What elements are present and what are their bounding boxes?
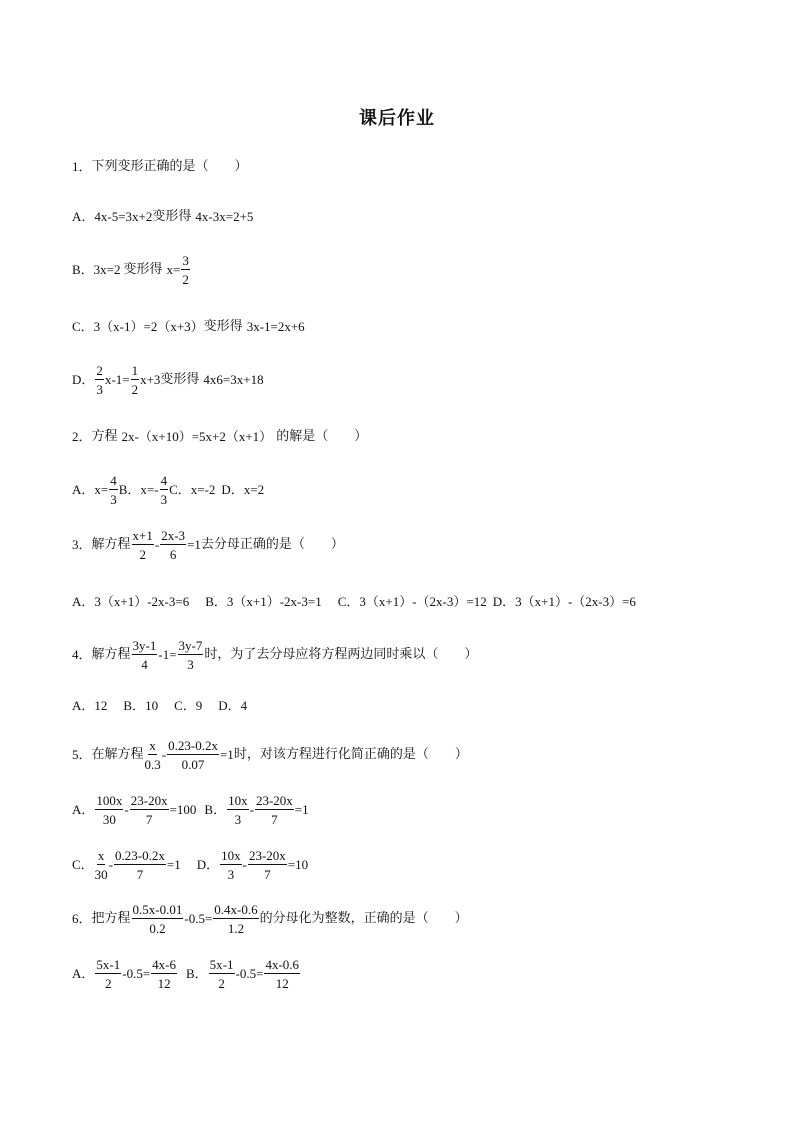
option-expr: 3（x+1）-2x-3=6 [94, 594, 190, 609]
question-text: 的解是（ ） [276, 429, 368, 444]
option-expr: 3（x+1）-2x-3=1 [226, 594, 322, 609]
option-expr: 4x-3x=2+5 [195, 209, 254, 224]
question-4-stem [72, 638, 477, 672]
question-5-options-cd [72, 848, 308, 882]
fraction: $\frac{x+1}{2}$ [132, 528, 153, 562]
option-expr: 9 [195, 698, 203, 713]
fraction: $\frac{4}{3}$ [160, 473, 168, 507]
fraction: $\frac{4x-0.6}{12}$ [265, 957, 300, 991]
fraction: $\frac{4}{3}$ [110, 473, 117, 507]
question-text: 时，对该方程进行化简正确的是（ ） [233, 747, 468, 762]
question-1-option-d [72, 363, 264, 397]
question-expr: - [161, 747, 167, 762]
question-6-stem [72, 902, 468, 936]
option-expr: x=-2 [190, 482, 216, 497]
option-label: A． [72, 966, 95, 981]
option-expr: x= [94, 482, 109, 497]
question-number: 2． [72, 429, 92, 444]
question-1-option-c [72, 318, 305, 336]
question-number: 4． [72, 647, 92, 662]
question-1-stem [72, 158, 248, 176]
option-expr: 3（x+1）-（2x-3）=12 [359, 594, 487, 609]
option-expr: =1 [294, 802, 309, 817]
option-expr: 3x=2 [93, 262, 121, 277]
option-text: 变形得 [152, 209, 192, 224]
fraction: $\frac{10x}{3}$ [221, 848, 241, 882]
question-text: 去分母正确的是（ ） [200, 537, 344, 552]
question-text: 解方程 [91, 647, 131, 662]
option-expr: 4x6=3x+18 [203, 372, 264, 387]
fraction: $\frac{0.23-0.2x}{0.07}$ [168, 738, 218, 772]
fraction: $\frac{2x-3}{6}$ [161, 528, 186, 562]
option-label: C． [169, 482, 191, 497]
fraction: $\frac{0.23-0.2x}{7}$ [115, 848, 165, 882]
option-expr: x+3 [140, 372, 161, 387]
option-expr: 12 [94, 698, 108, 713]
page-title: 课后作业 [359, 108, 435, 129]
option-label: A． [72, 482, 95, 497]
option-label: B． [186, 966, 208, 981]
question-1-option-b [72, 253, 191, 287]
question-3-options [72, 593, 636, 611]
question-expr: -1= [158, 647, 177, 662]
option-label: B． [118, 482, 141, 497]
fraction: $\frac{0.4x-0.6}{1.2}$ [214, 902, 258, 936]
question-number: 6． [72, 911, 92, 926]
option-text: 变形得 [203, 319, 243, 334]
question-text: 的分母化为整数，正确的是（ ） [259, 911, 468, 926]
fraction: $\frac{3y-1}{4}$ [132, 638, 157, 672]
question-1-option-a [72, 208, 253, 226]
option-expr: - [124, 802, 129, 817]
question-number: 1． [72, 159, 92, 174]
fraction: $\frac{3}{2}$ [182, 253, 189, 287]
option-expr: =1 [166, 857, 181, 872]
option-expr: x-1= [104, 372, 130, 387]
option-expr: 10 [145, 698, 159, 713]
question-3-stem [72, 528, 344, 562]
option-expr: - [108, 857, 114, 872]
option-label: B． [204, 802, 227, 817]
question-number: 3． [72, 537, 92, 552]
option-label: D． [221, 482, 244, 497]
option-expr: 3（x-1）=2（x+3） [93, 319, 204, 334]
option-expr: x=2 [243, 482, 265, 497]
option-label: D． [492, 594, 516, 609]
question-2-stem [72, 428, 367, 446]
fraction: $\frac{4x-6}{12}$ [152, 957, 176, 991]
option-expr: =10 [287, 857, 309, 872]
question-expr: - [154, 537, 160, 552]
question-number: 5． [72, 747, 92, 762]
option-label: A． [72, 594, 95, 609]
question-text: 解方程 [91, 537, 131, 552]
fraction: $\frac{10x}{3}$ [228, 793, 248, 827]
question-expr: =1 [187, 537, 201, 552]
fraction: $\frac{0.5x-0.01}{0.2}$ [132, 902, 183, 936]
option-expr: 4 [240, 698, 248, 713]
option-expr: x=- [140, 482, 159, 497]
option-label: B． [72, 262, 94, 277]
option-text: 变形得 [160, 372, 200, 387]
fraction: $\frac{x}{0.3}$ [144, 738, 161, 772]
option-label: B． [123, 698, 146, 713]
fraction: $\frac{1}{2}$ [131, 363, 139, 397]
fraction: $\frac{100x}{30}$ [96, 793, 123, 827]
option-expr: - [242, 857, 247, 872]
fraction: $\frac{2}{3}$ [96, 363, 103, 397]
question-expr: 2x-（x+10）=5x+2（x+1） [121, 429, 273, 444]
option-label: C． [337, 594, 360, 609]
fraction: $\frac{5x-1}{2}$ [209, 957, 234, 991]
option-expr: - [249, 802, 254, 817]
option-label: B． [205, 594, 227, 609]
question-text: 时，为了去分母应将方程两边同时乘以（ ） [204, 647, 478, 662]
question-6-options-ab [72, 957, 301, 991]
option-expr: -0.5= [235, 966, 264, 981]
question-text: 方程 [91, 429, 118, 444]
fraction: $\frac{x}{30}$ [94, 848, 108, 882]
question-text: 在解方程 [91, 747, 144, 762]
option-label: A． [72, 698, 95, 713]
fraction: $\frac{3y-7}{3}$ [178, 638, 203, 672]
question-expr: -0.5= [184, 911, 213, 926]
fraction: $\frac{5x-1}{2}$ [96, 957, 121, 991]
fraction: $\frac{23-20x}{7}$ [130, 793, 168, 827]
option-label: C． [72, 319, 94, 334]
question-expr: =1 [219, 747, 234, 762]
question-text: 把方程 [91, 911, 131, 926]
option-expr: 3x-1=2x+6 [246, 319, 305, 334]
option-label: A． [72, 802, 95, 817]
option-text: 变形得 [123, 262, 163, 277]
option-label: D． [196, 857, 220, 872]
fraction: $\frac{23-20x}{7}$ [255, 793, 293, 827]
question-5-options-ab [72, 793, 309, 827]
option-expr: -0.5= [122, 966, 151, 981]
question-4-options [72, 697, 247, 715]
option-label: C． [174, 698, 196, 713]
fraction: $\frac{23-20x}{7}$ [248, 848, 286, 882]
question-text: 下列变形正确的是（ ） [91, 159, 248, 174]
question-2-options [72, 473, 264, 507]
option-label: A． [72, 209, 95, 224]
question-5-stem [72, 738, 468, 772]
option-label: D． [218, 698, 241, 713]
option-expr: 3（x+1）-（2x-3）=6 [515, 594, 636, 609]
option-expr: 4x-5=3x+2 [94, 209, 153, 224]
option-label: C． [72, 857, 94, 872]
option-expr: =100 [169, 802, 197, 817]
option-expr: x= [166, 262, 181, 277]
option-label: D． [72, 372, 95, 387]
